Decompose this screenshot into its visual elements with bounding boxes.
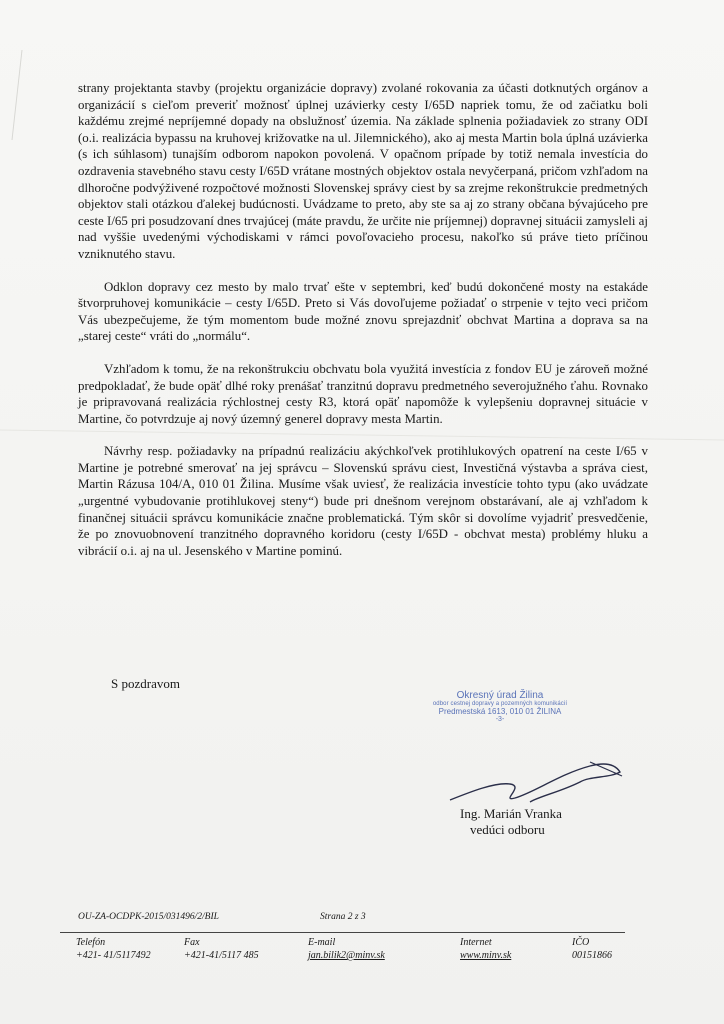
internet-label: Internet: [460, 937, 492, 948]
stamp-address: Predmestská 1613, 010 01 ŽILINA: [438, 707, 562, 716]
page-number: Strana 2 z 3: [320, 912, 366, 922]
footer-email: [308, 936, 385, 962]
footer-internet: [460, 936, 511, 962]
email-label: E-mail: [308, 937, 336, 948]
footer-ico: [572, 936, 612, 962]
signer-name: Ing. Marián Vranka: [460, 806, 562, 821]
footer-phone: [76, 936, 151, 962]
stamp-office: Okresný úrad Žilina: [456, 690, 544, 701]
closing-salutation: S pozdravom: [111, 676, 180, 691]
phone-label: Telefón: [76, 937, 106, 948]
office-stamp: [420, 690, 580, 723]
stamp-number: -3-: [495, 716, 505, 723]
ico-value: 00151866: [572, 950, 612, 961]
footer-fax: [184, 936, 259, 962]
handwritten-signature: [440, 752, 640, 812]
ico-label: IČO: [572, 937, 590, 948]
paragraph-1: strany projektanta stavby (projektu organizácie dopravy) zvolané rokovania za účasti dotknutých orgánov a organizácií s cieľom preveriť možnosť úplnej uzávierky cesty I/65D napriek tomu, že od začiatku boli každému zrejmé nepríjemné dopady na obslužnosť územia. Na základe splnenia požiadaviek zo strany ODI (o.i. realizácia bypassu na kruhovej križovatke na ul. Jilemnického), ako aj mesta Martin bola úplná uzávierka (s ich súhlasom) tunajším odborom napokon povolená. V opačnom prípade by totiž nemala investícia do ozdravenia stavebného stavu cesty I/65D vrátane mostných objektov ostala nevyčerpaná, pričom vzhľadom na dlhoročne podvýživené rozpočtové možnosti Slovenskej správy ciest by sa zrejme rekonštrukcie predmetných objektov stali otázkou ďalekej budúcnosti. Uvádzame to preto, aby ste sa aj zo strany občana bývajúceho pre ceste I/65 pri posudzovaní dnes trvajúcej (máte pravdu, že určite nie príjemnej) dopravnej situácii zamysleli aj nad vyššie uvedenými východiskami v rámci povoľovacieho procesu, nakoľko sú práve tieto príčinou vzniknutého stavu.: [78, 81, 648, 261]
reference-number: OU-ZA-OCDPK-2015/031496/2/BIL: [78, 912, 219, 922]
stamp-department: odbor cestnej dopravy a pozemných komunikácií: [432, 701, 568, 707]
paragraph-3: Vzhľadom k tomu, že na rekonštrukciu obchvatu bola využitá investícia z fondov EU je zároveň možné predpokladať, že bude opäť dlhé roky prenášať tranzitnú dopravu predmetného severojužného ťahu. Rovnako je pripravovaná realizácia rýchlostnej cesty R3, ktorá opäť napomôže k vylepšeniu dopravnej situácie v Martine, čo potvrdzuje aj nový územný generel dopravy mesta Martin.: [78, 361, 648, 426]
phone-value: +421- 41/5117492: [76, 950, 151, 961]
signer-title: vedúci odboru: [470, 822, 545, 837]
email-link[interactable]: jan.bilik2@minv.sk: [308, 950, 385, 961]
fax-label: Fax: [184, 937, 200, 948]
signer-block: [460, 806, 562, 838]
paragraph-4: Návrhy resp. požiadavky na prípadnú realizáciu akýchkoľvek protihlukových opatrení na ceste I/65 v Martine je potrebné smerovať na jej správcu – Slovenskú správu ciest, Investičná výstavba a správa ciest, Martin Rázusa 104/A, 010 01 Žilina. Musíme však uviesť, že realizácia investície tohto typu (ako uvádzate „urgentné vybudovanie protihlukovej steny“) bude pri dnešnom verejnom obstarávaní, ale aj vzhľadom k finančnej situácii správcu komunikácie značne problematická. Tým skôr si dovolíme vyjadriť presvedčenie, že po znovuobnovení tranzitného dopravného koridoru (cesty I/65D - obchvat mesta) problémy hluku a vibrácií o.i. aj na ul. Jesenského v Martine pominú.: [78, 444, 648, 558]
footer-divider: [60, 932, 625, 933]
internet-link[interactable]: www.minv.sk: [460, 950, 512, 961]
fax-value: +421-41/5117 485: [184, 950, 259, 961]
paragraph-2: Odklon dopravy cez mesto by malo trvať ešte v septembri, keď budú dokončené mosty na estakáde štvorpruhovej komunikácie – cesty I/65D. Preto si Vás dovoľujeme požiadať o strpenie v tejto veci pričom Vás ubezpečujeme, že tým momentom bude možné znovu sprejazdniť obchvat Martina a doprava sa na „starej ceste“ vráti do „normálu“.: [78, 279, 648, 344]
letter-body: [78, 80, 648, 575]
